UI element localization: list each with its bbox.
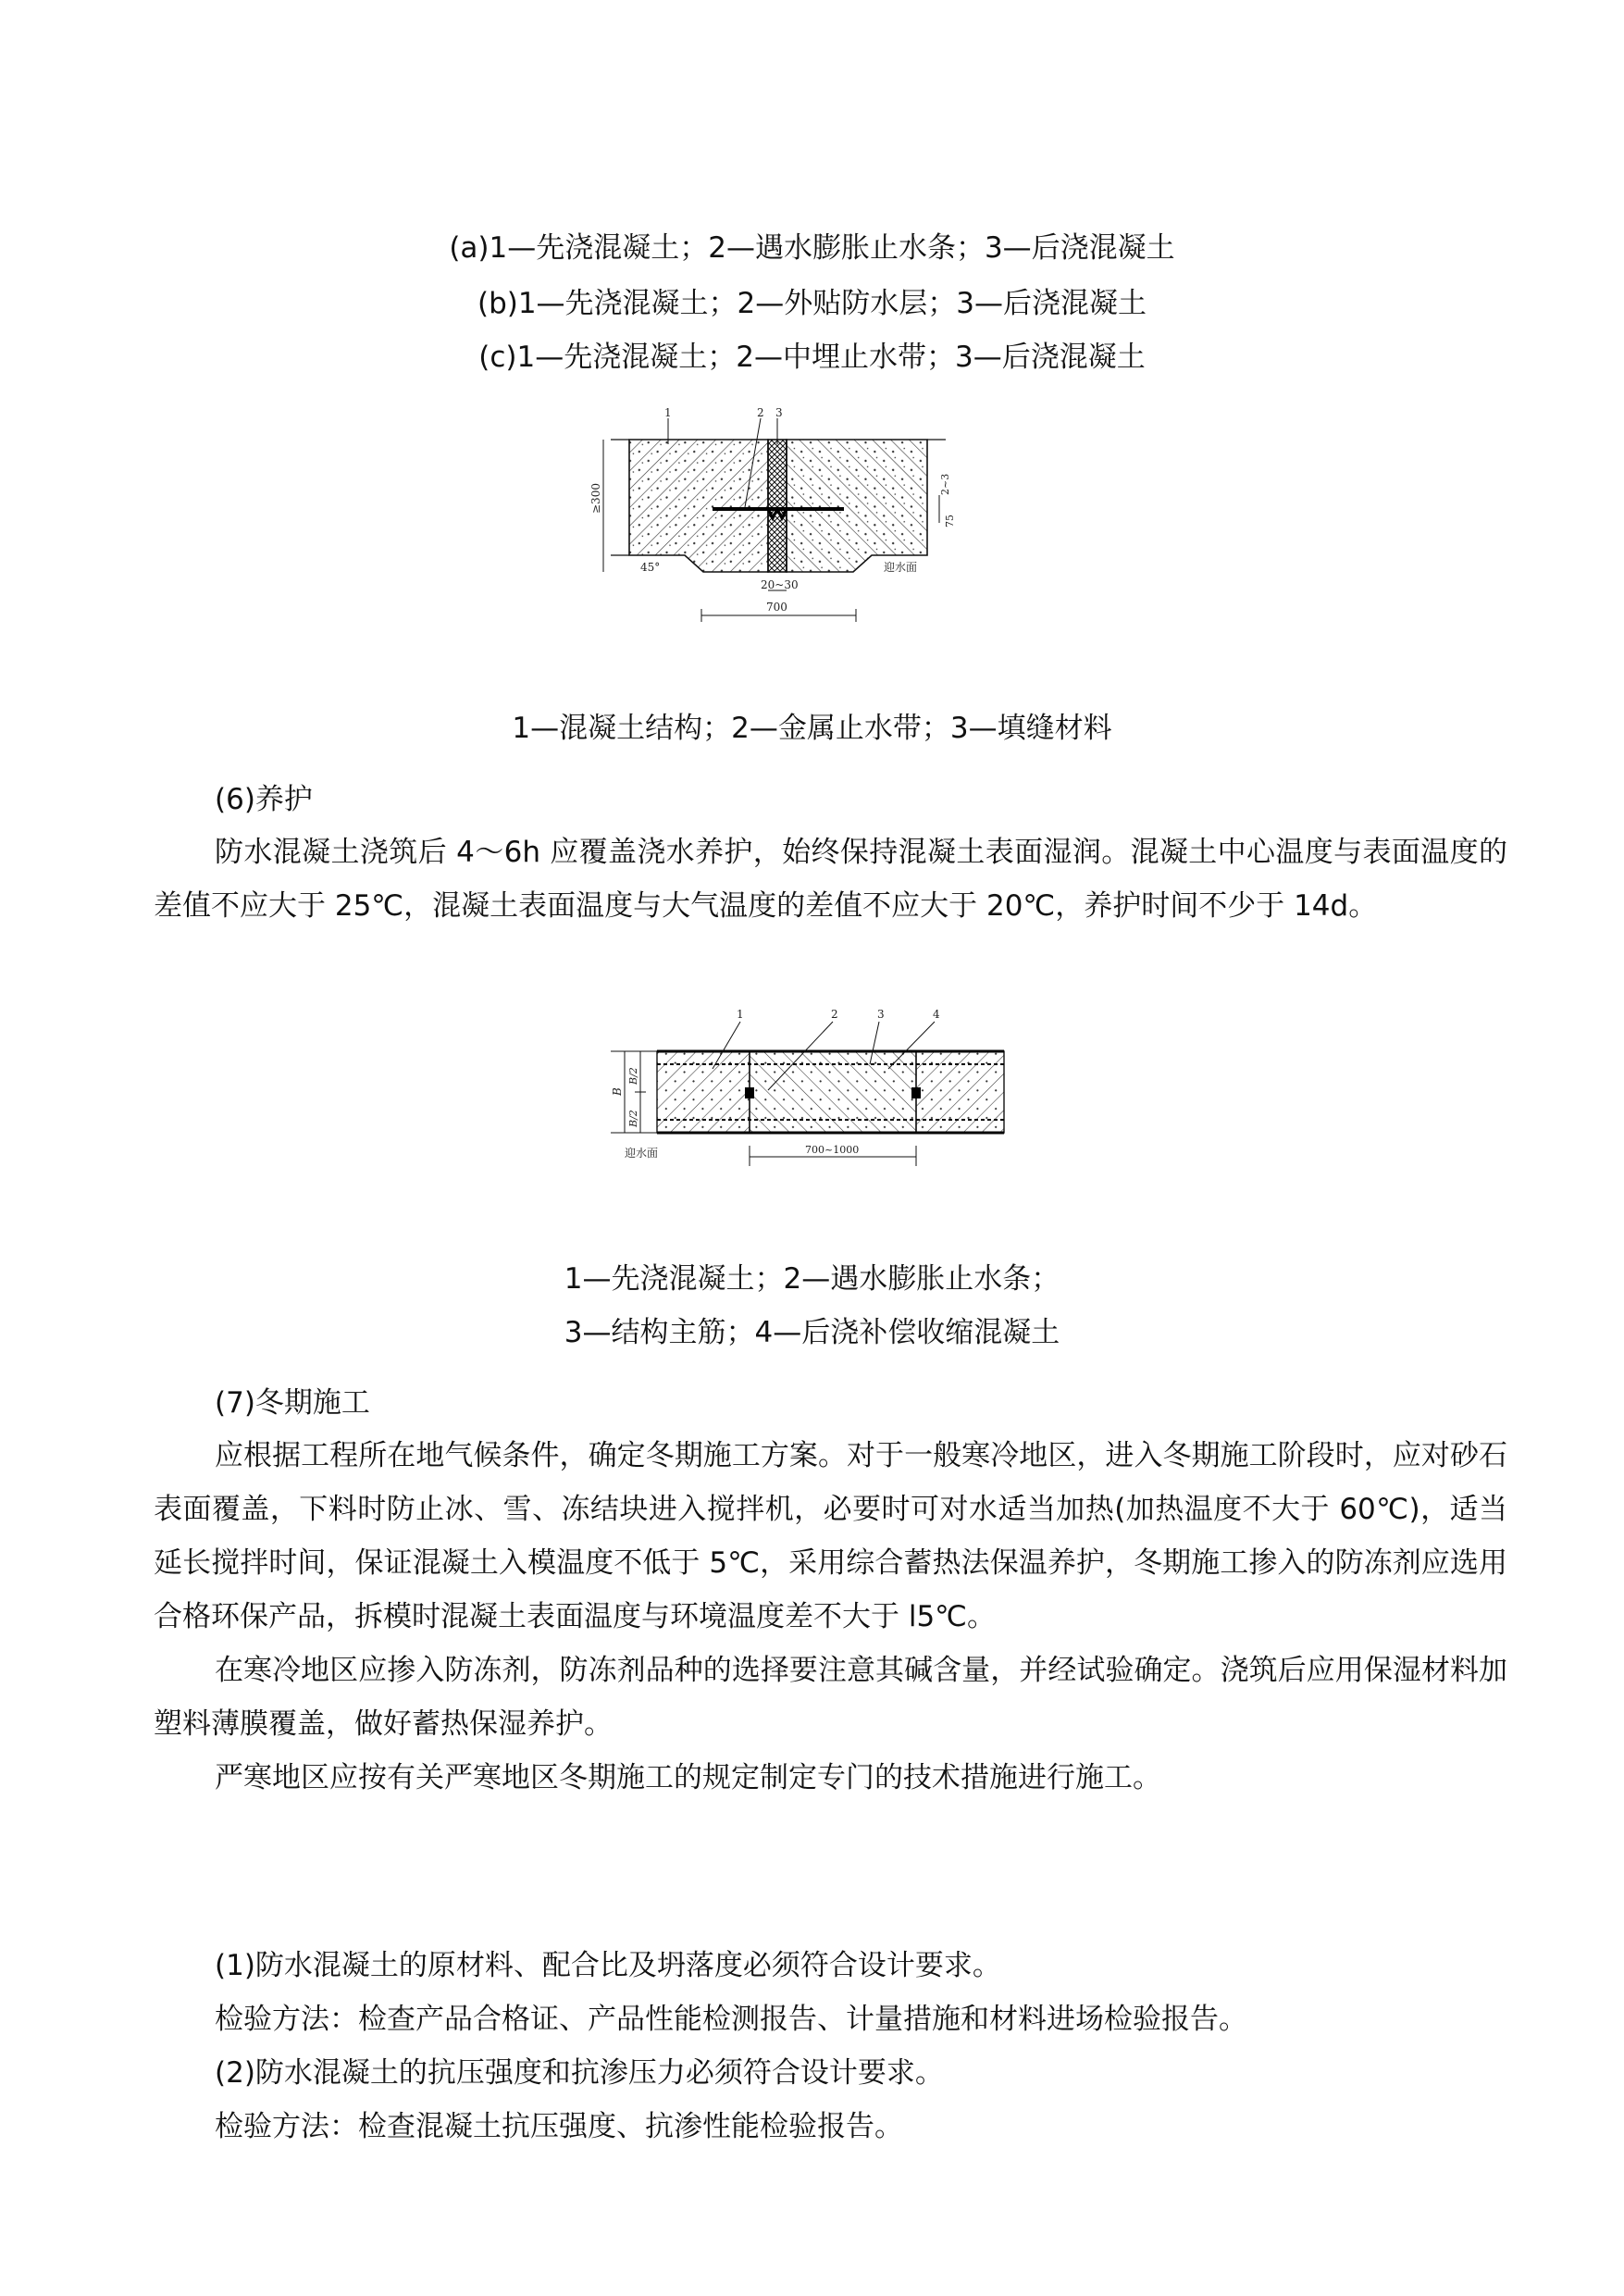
caption-a: (a)1—先浇混凝土；2—遇水膨胀止水条；3—后浇混凝土: [449, 231, 1175, 265]
caption-b: (b)1—先浇混凝土；2—外贴防水层；3—后浇混凝土: [477, 287, 1147, 320]
second-pour-concrete: [787, 440, 927, 572]
section7-paragraph-2: 在寒冷地区应掺入防冻剂，防冻剂品种的选择要注意其碱含量，并经试验确定。浇筑后应用保湿材料加塑料薄膜覆盖，做好蓄热保湿养护。: [154, 1654, 1507, 1741]
fig2-label-3: 3: [877, 1008, 885, 1021]
joint-filler: [768, 440, 787, 572]
inspection-item-2: (2)防水混凝土的抗压强度和抗渗压力必须符合设计要求。: [215, 2056, 944, 2090]
inspection-method-1: 检验方法：检查产品合格证、产品性能检测报告、计量措施和材料进场检验报告。: [215, 2003, 1247, 2036]
fig1-angle: 45°: [640, 561, 661, 574]
section7-paragraph-3: 严寒地区应按有关严寒地区冬期施工的规定制定专门的技术措施进行施工。: [215, 1761, 1161, 1794]
fig1-dim-right-b: 75: [944, 515, 956, 527]
fig1-dim-height: ≥300: [589, 483, 602, 514]
swelling-strip-left: [745, 1087, 754, 1098]
fig2-label-4: 4: [933, 1008, 940, 1021]
fig2-dim-b-half-bottom: B/2: [627, 1110, 639, 1127]
figure2-caption-line1: 1—先浇混凝土；2—遇水膨胀止水条；: [564, 1262, 1060, 1296]
fig1-dim-gap: 20~30: [761, 578, 799, 591]
fig2-dim-b-half-top: B/2: [627, 1067, 639, 1085]
fig2-dim-b: B: [611, 1087, 624, 1096]
figure-metal-waterstop-diagram: [583, 407, 972, 639]
figure1-caption: 1—混凝土结构；2—金属止水带；3—填缝材料: [512, 712, 1112, 745]
section6-body: 防水混凝土浇筑后 4～6h 应覆盖浇水养护，始终保持混凝土表面湿润。混凝土中心温度与表面温度的差值不应大于 25℃，混凝土表面温度与大气温度的差值不应大于 20℃，养护时间不少于 14d。: [154, 836, 1507, 923]
fig1-water-side: 迎水面: [884, 561, 918, 574]
section7-paragraph-1: 应根据工程所在地气候条件，确定冬期施工方案。对于一般寒冷地区，进入冬期施工阶段时，应对砂石表面覆盖，下料时防止冰、雪、冻结块进入搅拌机，必要时可对水适当加热(加热温度不大于 60℃)，适当延长搅拌时间，保证混凝土入模温度不低于 5℃，采用综合蓄热法保温养护，冬期施工掺入的防冻剂应选用合格环保产品，拆模时混凝土表面温度与环境温度差不大于 l5℃。: [154, 1439, 1507, 1633]
figure-post-pour-strip-diagram: [583, 999, 1046, 1185]
fig2-label-2: 2: [831, 1008, 838, 1021]
section6-heading: (6)养护: [215, 783, 313, 816]
fig2-water-side: 迎水面: [625, 1147, 659, 1160]
fig1-label-3: 3: [775, 407, 783, 419]
inspection-item-1: (1)防水混凝土的原材料、配合比及坍落度必须符合设计要求。: [215, 1949, 1001, 1982]
fig2-label-1: 1: [737, 1008, 744, 1021]
fig1-label-1: 1: [664, 407, 672, 419]
caption-c: (c)1—先浇混凝土；2—中埋止水带；3—后浇混凝土: [478, 341, 1146, 374]
section7-heading: (7)冬期施工: [215, 1386, 370, 1420]
fig1-dim-width: 700: [766, 601, 787, 614]
fig1-label-2: 2: [757, 407, 764, 419]
swelling-strip-right: [911, 1087, 921, 1098]
fig2-dim-width: 700~1000: [805, 1144, 860, 1156]
figure2-caption-line2: 3—结构主筋；4—后浇补偿收缩混凝土: [564, 1316, 1060, 1349]
inspection-method-2: 检验方法：检查混凝土抗压强度、抗渗性能检验报告。: [215, 2110, 903, 2143]
fig1-dim-right-a: 2~3: [939, 473, 951, 495]
first-pour-concrete: [629, 440, 768, 572]
